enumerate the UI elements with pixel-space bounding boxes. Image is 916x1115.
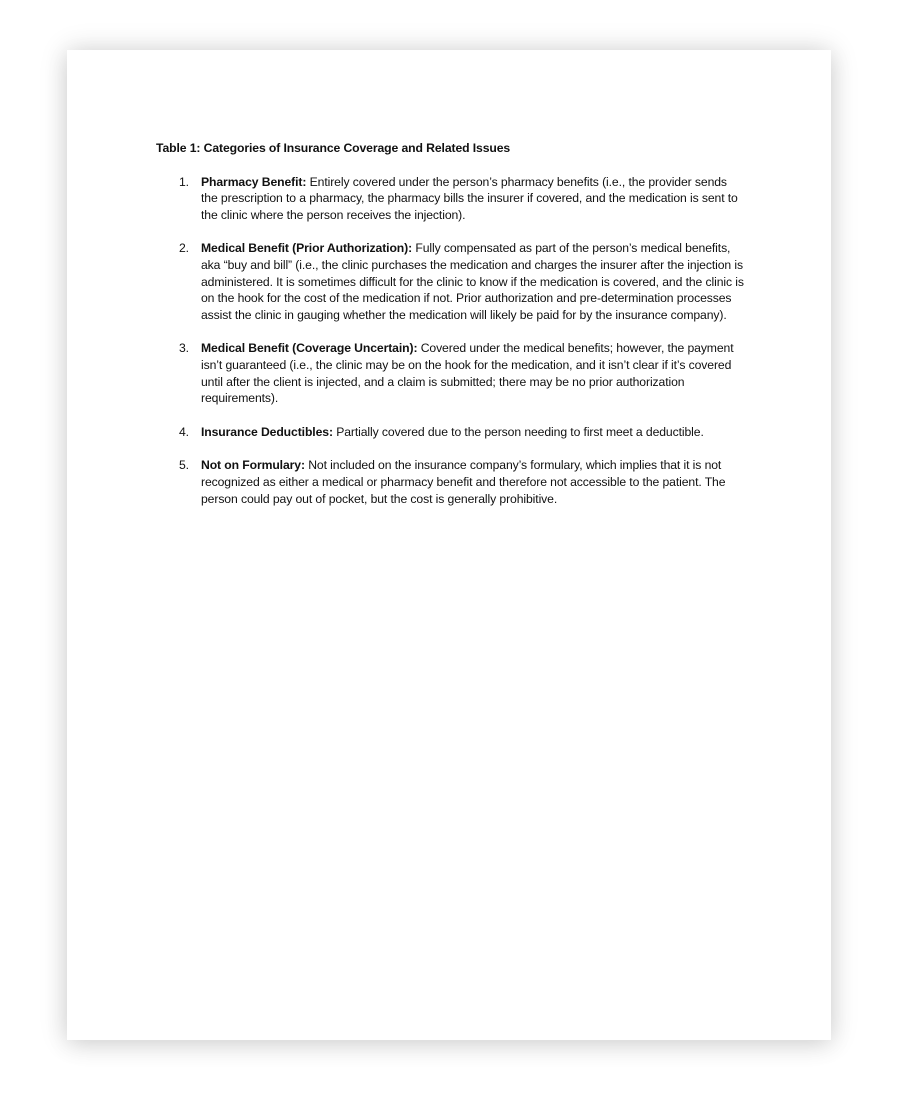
list-item (156, 240, 746, 323)
list-item-term: Not on Formulary: (201, 458, 309, 473)
list-item (156, 174, 746, 224)
list-item-term: Medical Benefit (Prior Authorization): (201, 241, 416, 256)
coverage-categories-list (156, 174, 746, 508)
list-item-description: Partially covered due to the person needing to first meet a deductible. (336, 424, 704, 439)
table-title: Table 1: Categories of Insurance Coverage and Related Issues (156, 141, 511, 155)
list-item-description: Not included on the insurance company’s formulary, which implies that it is not recognized as either a medical or pharmacy benefit and therefore not accessible to the patient. The person could pay out of pocket, but the cost is generally prohibitive. (201, 458, 726, 506)
list-item-description: Entirely covered under the person’s pharmacy benefits (i.e., the provider sends the prescription to a pharmacy, the pharmacy bills the insurer if covered, and the medication is sent to the clinic where the person receives the injection). (201, 174, 738, 222)
list-item-number: 3. (179, 341, 189, 356)
list-item-description: Fully compensated as part of the person’s medical benefits, aka “buy and bill” (i.e., the clinic purchases the medication and charges the insurer after the injection is administered. It is sometimes difficult for the clinic to know if the medication is covered, and the clinic is on the hook for the cost of the medication if not. Prior authorization and pre-determination processes assist the clinic in gauging whether the medication will likely be paid for by the insurance company). (201, 241, 744, 322)
list-item-number: 2. (179, 241, 189, 256)
list-item-number: 4. (179, 424, 189, 439)
list-item-term: Medical Benefit (Coverage Uncertain): (201, 341, 421, 356)
document-content (156, 140, 746, 524)
list-item-description: Covered under the medical benefits; however, the payment isn’t guaranteed (i.e., the clinic may be on the hook for the medication, and it isn’t clear if it’s covered until after the client is injected, and a claim is submitted; there may be no prior authorization requirements). (201, 341, 734, 406)
list-item-number: 5. (179, 458, 189, 473)
list-item-term: Pharmacy Benefit: (201, 174, 310, 189)
list-item (156, 340, 746, 406)
list-item (156, 424, 746, 441)
list-item-term: Insurance Deductibles: (201, 424, 337, 439)
list-item-number: 1. (179, 174, 189, 189)
document-page (67, 50, 831, 1040)
list-item (156, 457, 746, 507)
